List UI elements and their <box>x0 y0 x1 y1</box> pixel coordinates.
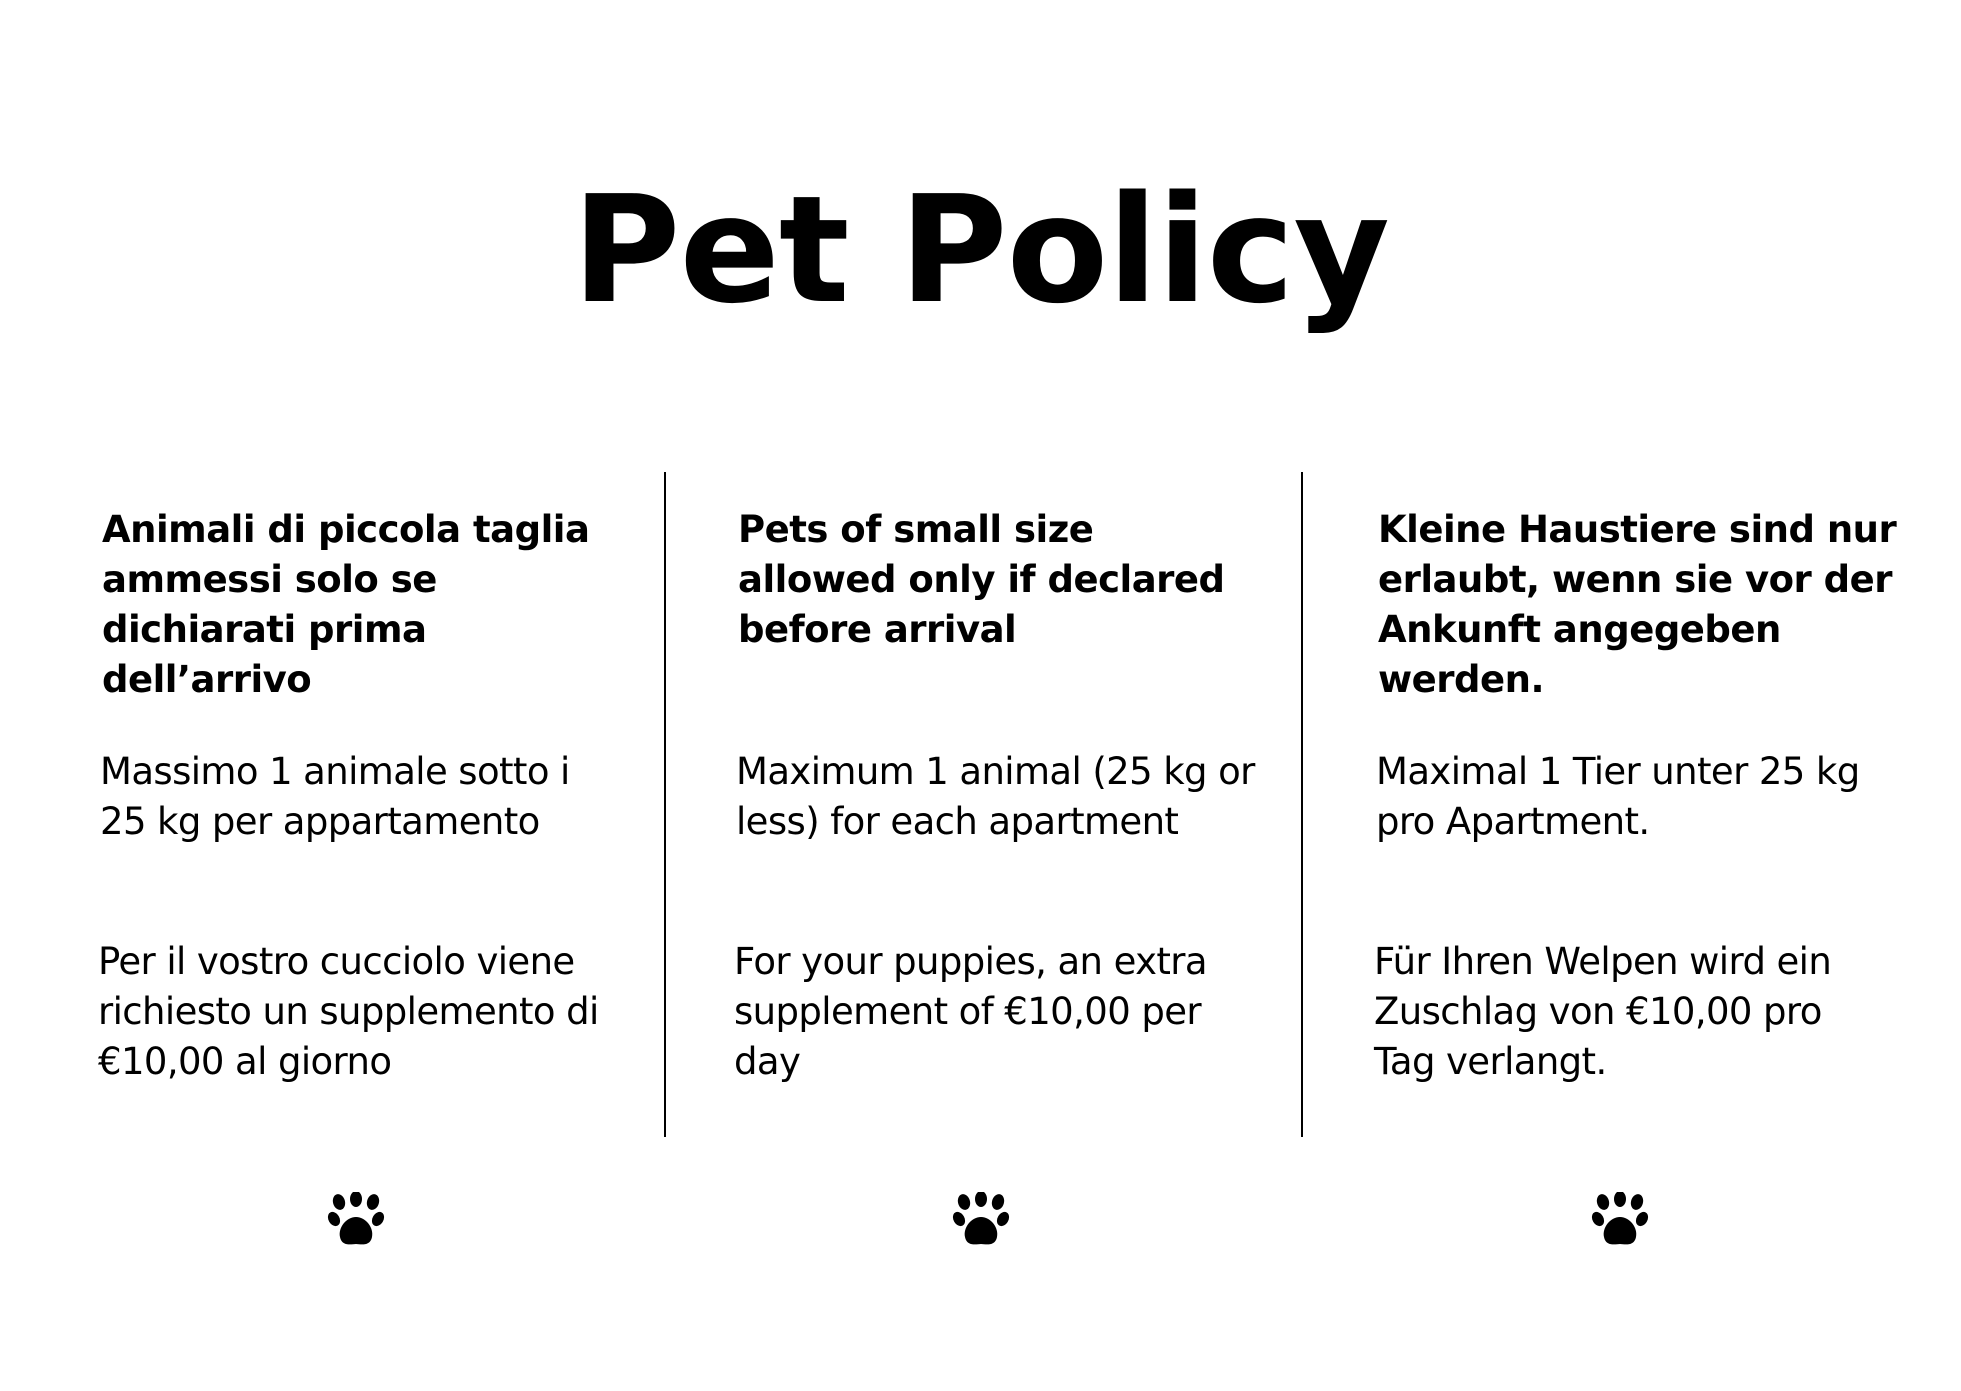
animal-limit-text: Massimo 1 animale sotto i 25 kg per appartamento <box>100 750 570 843</box>
column-heading: Kleine Haustiere sind nur erlaubt, wenn sie vor der Ankunft angegeben werden. <box>1378 508 1897 701</box>
policy-column-german <box>1374 505 1898 1083</box>
column-divider <box>1301 472 1303 1137</box>
supplement-fee-text: For your puppies, an extra supplement of €10,00 per day <box>734 940 1207 1083</box>
column-divider <box>664 472 666 1137</box>
supplement-fee-text: Per il vostro cucciolo viene richiesto un supplemento di €10,00 al giorno <box>98 940 599 1083</box>
column-heading: Animali di piccola taglia ammessi solo se dichiarati prima dell’arrivo <box>102 508 590 701</box>
column-heading: Pets of small size allowed only if declared before arrival <box>738 508 1225 651</box>
paw-icon <box>1590 1192 1650 1254</box>
supplement-fee-text: Für Ihren Welpen wird ein Zuschlag von €10,00 pro Tag verlangt. <box>1374 940 1832 1083</box>
paw-icon <box>951 1192 1011 1254</box>
animal-limit-text: Maximum 1 animal (25 kg or less) for each apartment <box>736 750 1255 843</box>
animal-limit-text: Maximal 1 Tier unter 25 kg pro Apartment. <box>1376 750 1860 843</box>
paw-icon <box>326 1192 386 1254</box>
policy-column-english <box>734 505 1278 1083</box>
page-title: Pet Policy <box>572 164 1389 336</box>
policy-column-italian <box>98 505 642 1083</box>
